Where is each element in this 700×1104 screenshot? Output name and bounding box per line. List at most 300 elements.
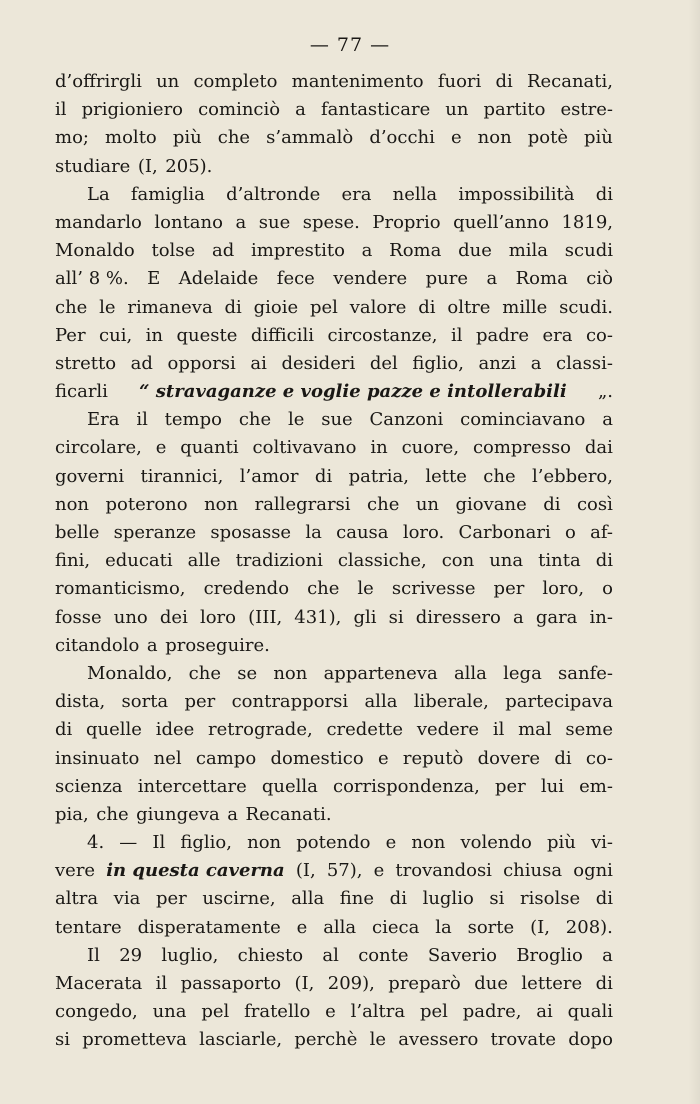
word: studiare xyxy=(55,155,131,177)
text-line xyxy=(55,322,613,350)
word: opporsi xyxy=(167,352,236,374)
word: Carbonari xyxy=(458,522,551,543)
word: anzi xyxy=(478,352,517,374)
word: quelle xyxy=(86,719,142,741)
word: e xyxy=(296,916,308,938)
word: 205). xyxy=(165,155,213,177)
word: al xyxy=(322,944,339,966)
word: completo xyxy=(193,71,278,92)
word: loro. xyxy=(402,522,445,543)
word: Roma xyxy=(515,268,568,290)
word: retrograde, xyxy=(208,719,313,741)
word: gioie xyxy=(253,296,299,318)
word: scienza xyxy=(55,775,123,797)
word: alla xyxy=(323,916,357,938)
word: insinuato xyxy=(55,747,140,769)
word: per xyxy=(493,578,525,600)
word: era xyxy=(542,324,573,346)
word: due xyxy=(458,240,492,262)
text-line xyxy=(55,745,613,773)
text-line xyxy=(55,660,613,688)
word: che xyxy=(217,127,251,149)
text-line xyxy=(55,463,613,491)
word: il xyxy=(55,99,67,121)
word: un xyxy=(415,493,440,515)
word: ad xyxy=(211,240,235,262)
word: La xyxy=(87,183,110,205)
text-line xyxy=(55,209,613,237)
word: E xyxy=(147,268,161,290)
word: domestico xyxy=(270,747,364,769)
word: le xyxy=(287,409,305,431)
word: 57), xyxy=(326,860,363,882)
word: così xyxy=(576,493,613,515)
word: quanti xyxy=(180,437,239,459)
word: classi- xyxy=(556,352,613,374)
word: 4. xyxy=(87,832,105,854)
word: nella xyxy=(392,183,438,205)
word: impossibilità xyxy=(458,183,575,205)
word: a xyxy=(512,606,524,628)
text-line xyxy=(55,68,613,96)
word: non xyxy=(477,127,512,149)
italic-phrase: “ stravaganze e voglie pazze e intollerabili xyxy=(139,381,567,403)
text-line xyxy=(55,688,613,716)
word: (I, xyxy=(294,973,315,994)
word: del xyxy=(369,352,398,374)
word: a xyxy=(486,268,498,290)
text-line xyxy=(55,801,613,829)
word: s’ammalò xyxy=(266,127,354,149)
word: classiche, xyxy=(337,550,427,572)
word: proseguire. xyxy=(165,634,270,656)
word: compresso xyxy=(472,437,572,459)
word: di xyxy=(554,747,572,769)
word: per xyxy=(494,775,526,797)
word: credendo xyxy=(203,578,290,600)
word: a xyxy=(361,240,373,262)
word: chiesto xyxy=(237,944,304,966)
word: — xyxy=(119,832,138,854)
word: circostanze, xyxy=(327,324,438,346)
text-line xyxy=(55,378,613,406)
word: quella xyxy=(261,775,318,797)
word: reputò xyxy=(402,747,464,769)
word: d’occhi xyxy=(369,127,435,149)
word: l’amor xyxy=(239,465,299,487)
word: potè xyxy=(527,127,568,149)
word: nel xyxy=(153,747,182,769)
word: se xyxy=(237,662,258,684)
word: scudi. xyxy=(559,296,613,318)
word: risolse xyxy=(520,888,581,910)
text-line xyxy=(55,575,613,603)
word: il xyxy=(136,409,148,431)
word: Il xyxy=(87,944,100,966)
text-line xyxy=(55,632,613,660)
word: fantasticare xyxy=(320,99,431,121)
word: alla xyxy=(291,888,325,910)
word: fratello xyxy=(244,1001,311,1023)
italic-phrase: in questa caverna xyxy=(106,860,285,882)
word: era xyxy=(341,183,372,205)
word: tinta xyxy=(538,550,581,572)
word: gara xyxy=(535,606,578,628)
word: che xyxy=(96,803,129,825)
word: lasciarle, xyxy=(199,1029,283,1051)
word: si xyxy=(489,888,505,910)
word: le xyxy=(99,296,116,318)
word: liberale, xyxy=(413,691,489,713)
word: di xyxy=(389,888,407,910)
word: fuori xyxy=(437,71,482,92)
word: una xyxy=(489,550,524,572)
word: vendere xyxy=(333,268,408,290)
word: tempo xyxy=(164,409,222,431)
word: sposasse xyxy=(210,522,292,543)
word: più xyxy=(584,127,613,149)
word: loro, xyxy=(542,578,585,600)
word: di xyxy=(314,465,333,487)
word: a xyxy=(235,211,247,233)
word: tolse xyxy=(151,240,196,262)
word: (I, xyxy=(137,155,158,177)
word: 208). xyxy=(565,916,613,938)
word: d’altronde xyxy=(226,183,321,205)
word: quali xyxy=(567,1001,613,1023)
text-line xyxy=(55,970,613,998)
word: di xyxy=(543,493,561,515)
word: imprestito xyxy=(251,240,345,262)
word: di xyxy=(495,71,513,92)
word: dei xyxy=(159,606,188,628)
word: preparò xyxy=(388,973,461,994)
word: alla xyxy=(453,662,487,684)
text-line xyxy=(55,181,613,209)
word: non xyxy=(55,493,90,515)
word: Era xyxy=(87,409,120,431)
word: due xyxy=(474,973,508,994)
word: più xyxy=(546,832,576,854)
word: le xyxy=(369,1029,387,1051)
word: che xyxy=(483,465,516,487)
word: una xyxy=(152,1001,187,1023)
word: campo xyxy=(195,747,257,769)
text-line xyxy=(55,96,613,124)
word: o xyxy=(564,522,576,543)
word: non xyxy=(247,832,282,854)
word: e xyxy=(377,747,389,769)
word: causa xyxy=(336,522,389,543)
word: difficili xyxy=(250,324,315,346)
word: la xyxy=(305,522,322,543)
word: tradizioni xyxy=(235,550,323,572)
word: figlio, xyxy=(412,352,464,374)
word: lettere xyxy=(521,973,583,994)
word: non xyxy=(204,493,239,515)
word: dovere xyxy=(477,747,541,769)
word: Broglio xyxy=(516,944,583,966)
word: Monaldo, xyxy=(87,662,173,684)
word: af- xyxy=(590,522,613,543)
word: Monaldo xyxy=(55,240,135,262)
word: si xyxy=(55,1029,70,1051)
word: quell’anno xyxy=(453,211,549,233)
word: Il xyxy=(152,832,166,854)
word: luglio, xyxy=(161,944,219,966)
text-line xyxy=(55,547,613,575)
word: citandolo xyxy=(55,634,140,656)
word: il xyxy=(492,719,505,741)
word: dai xyxy=(584,437,613,459)
word: non xyxy=(411,832,446,854)
text-line xyxy=(55,519,613,547)
word: via xyxy=(113,888,141,910)
word: l’ebbero, xyxy=(532,465,613,487)
word: che xyxy=(367,493,400,515)
word: avessero xyxy=(398,1029,479,1051)
word: stretto xyxy=(55,352,117,374)
word: giungeva xyxy=(136,803,220,825)
word: mantenimento xyxy=(291,71,424,92)
body-text xyxy=(55,68,613,1055)
word: potendo xyxy=(296,832,371,854)
word: fini, xyxy=(55,550,91,572)
word: diressero xyxy=(415,606,501,628)
word: più xyxy=(172,127,202,149)
word: per xyxy=(184,691,216,713)
word: di xyxy=(595,550,613,572)
word: Recanati, xyxy=(526,71,613,92)
word: ficarli xyxy=(55,381,108,403)
word: luglio xyxy=(422,888,474,910)
word: il xyxy=(155,973,168,994)
word: 209), xyxy=(327,973,375,994)
word: sue xyxy=(258,211,291,233)
word: lontano xyxy=(154,211,223,233)
word: educati xyxy=(105,550,173,572)
word: intercettare xyxy=(137,775,247,797)
word: e xyxy=(325,1001,336,1023)
word: valore xyxy=(349,296,407,318)
word: vedere xyxy=(416,719,480,741)
word: cominciavano xyxy=(460,409,586,431)
word: trovate xyxy=(490,1029,556,1051)
word: mille xyxy=(502,296,548,318)
word: (I, xyxy=(295,860,316,882)
page-number: — 77 — xyxy=(309,34,391,56)
word: e xyxy=(155,437,167,459)
word: a xyxy=(295,99,306,121)
word: congedo, xyxy=(55,1001,138,1023)
word: d’offrirgli xyxy=(55,71,142,92)
word: in xyxy=(145,324,164,346)
text-line xyxy=(55,942,613,970)
text-line xyxy=(55,294,613,322)
text-line xyxy=(55,124,613,152)
word: alla xyxy=(364,691,398,713)
word: e xyxy=(450,127,462,149)
word: cieca xyxy=(372,916,420,938)
word: (III, xyxy=(248,606,283,628)
word: contrapporsi xyxy=(231,691,349,713)
text-line xyxy=(55,773,613,801)
word: con xyxy=(441,550,475,572)
text-line xyxy=(55,434,613,462)
word: cominciò xyxy=(198,99,281,121)
word: queste xyxy=(176,324,238,346)
text-line xyxy=(55,604,613,632)
word: pel xyxy=(419,1001,448,1023)
word: co- xyxy=(585,747,613,769)
word: em- xyxy=(579,775,613,797)
word: partito xyxy=(483,99,546,121)
text-line xyxy=(55,998,613,1026)
word: belle xyxy=(55,522,100,543)
word: 431), xyxy=(294,606,342,628)
word: la xyxy=(435,916,452,938)
page-edge-shadow xyxy=(688,0,700,1104)
text-line xyxy=(55,350,613,378)
word: Per xyxy=(55,324,86,346)
word: uscirne, xyxy=(202,888,276,910)
word: che xyxy=(307,578,340,600)
word: all’ 8 %. xyxy=(55,268,129,290)
word: di xyxy=(595,888,613,910)
word: circolare, xyxy=(55,437,142,459)
word: uno xyxy=(113,606,148,628)
word: Saverio xyxy=(427,944,497,966)
word: trovandosi xyxy=(395,860,492,882)
word: in- xyxy=(589,606,613,628)
text-line xyxy=(55,829,613,857)
word: ai xyxy=(250,352,267,374)
word: perchè xyxy=(294,1029,358,1051)
word: in xyxy=(370,437,388,459)
word: passaporto xyxy=(180,973,282,994)
word: ciò xyxy=(586,268,613,290)
word: governi xyxy=(55,465,125,487)
word: padre xyxy=(475,324,530,346)
word: tentare xyxy=(55,916,122,938)
word: pel xyxy=(201,1001,230,1023)
word: loro xyxy=(199,606,236,628)
word: mandarlo xyxy=(55,211,142,233)
word: di xyxy=(595,973,613,994)
word: famiglia xyxy=(130,183,205,205)
word: si xyxy=(388,606,404,628)
word: fine xyxy=(339,888,375,910)
word: seme xyxy=(565,719,613,741)
word: (I, xyxy=(530,916,550,938)
word: padre, xyxy=(462,1001,522,1023)
word: di xyxy=(418,296,436,318)
word: vi- xyxy=(590,832,613,854)
word: volendo xyxy=(460,832,532,854)
word: gli xyxy=(353,606,377,628)
word: oltre xyxy=(447,296,491,318)
text-line xyxy=(55,857,613,885)
word: prigioniero xyxy=(81,99,184,121)
text-line xyxy=(55,1026,613,1054)
word: spese. xyxy=(302,211,360,233)
text-line xyxy=(55,265,613,293)
word: patria, xyxy=(348,465,409,487)
word: il xyxy=(450,324,463,346)
word: ad xyxy=(130,352,153,374)
word: un xyxy=(156,71,180,92)
text-line xyxy=(55,716,613,744)
word: non xyxy=(273,662,308,684)
word: dopo xyxy=(568,1029,613,1051)
word: 1819, xyxy=(561,211,613,233)
word: coltivavano xyxy=(252,437,357,459)
word: di xyxy=(595,183,613,205)
word: pia, xyxy=(55,803,89,825)
word: per xyxy=(155,888,187,910)
word: ogni xyxy=(573,860,613,882)
word: a xyxy=(227,803,238,825)
word: sue xyxy=(321,409,353,431)
word: Canzoni xyxy=(369,409,444,431)
word: che xyxy=(238,409,272,431)
word: conte xyxy=(358,944,409,966)
word: speranze xyxy=(113,522,197,543)
word: a xyxy=(146,634,158,656)
word: chiusa xyxy=(503,860,563,882)
word: vere xyxy=(55,860,96,882)
word: altra xyxy=(55,888,99,910)
word: Proprio xyxy=(372,211,441,233)
text-line xyxy=(55,914,613,942)
word: scrivesse xyxy=(391,578,476,600)
word: scudi xyxy=(564,240,613,262)
word: e xyxy=(373,860,385,882)
word: sanfe- xyxy=(558,662,613,684)
word: 29 xyxy=(119,944,143,966)
word: sorta xyxy=(121,691,169,713)
word: che xyxy=(188,662,221,684)
word: cui, xyxy=(99,324,133,346)
word: romanticismo, xyxy=(55,578,186,600)
word: prometteva xyxy=(82,1029,187,1051)
word: e xyxy=(385,832,397,854)
word: cuore, xyxy=(401,437,460,459)
word: mo; xyxy=(55,127,89,149)
word: a xyxy=(530,352,542,374)
word: dista, xyxy=(55,691,106,713)
word: lui xyxy=(540,775,564,797)
word: a xyxy=(602,944,613,966)
word: lette xyxy=(425,465,467,487)
word: molto xyxy=(105,127,157,149)
word: corrispondenza, xyxy=(333,775,480,797)
word: fece xyxy=(276,268,315,290)
text-line xyxy=(55,885,613,913)
word: mila xyxy=(508,240,549,262)
word: di xyxy=(55,719,73,741)
word: rimaneva xyxy=(127,296,213,318)
word: Recanati. xyxy=(245,803,332,825)
word: di xyxy=(224,296,242,318)
word: Macerata xyxy=(55,973,143,994)
text-line xyxy=(55,237,613,265)
word: partecipava xyxy=(505,691,613,713)
word: estre- xyxy=(560,99,613,121)
word: ai xyxy=(536,1001,553,1023)
word: un xyxy=(445,99,469,121)
word: a xyxy=(602,409,613,431)
